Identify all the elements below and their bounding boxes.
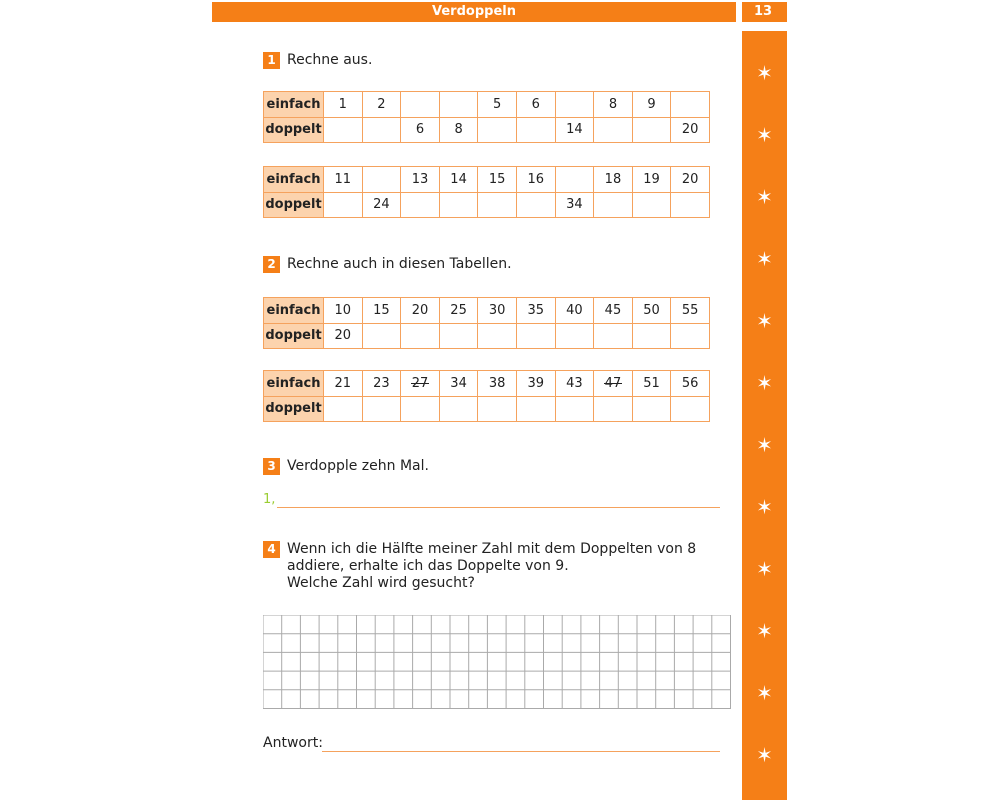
answer-cell[interactable] xyxy=(516,192,555,218)
task-4 xyxy=(263,541,696,592)
row-label: einfach xyxy=(264,298,324,324)
star-icon: ✶ xyxy=(756,433,773,457)
star-icon: ✶ xyxy=(756,185,773,209)
task-instruction: Rechne auch in diesen Tabellen. xyxy=(287,256,512,272)
answer-cell[interactable] xyxy=(362,167,401,193)
value-cell: 24 xyxy=(362,192,401,218)
table-row-doppelt xyxy=(264,396,710,422)
answer-cell[interactable] xyxy=(671,396,710,422)
doubling-table-1 xyxy=(263,91,710,143)
answer-cell[interactable] xyxy=(324,396,363,422)
doubling-table-2 xyxy=(263,166,710,218)
value-cell: 45 xyxy=(594,298,633,324)
answer-cell[interactable] xyxy=(401,323,440,349)
answer-cell[interactable] xyxy=(324,192,363,218)
star-icon: ✶ xyxy=(756,557,773,581)
answer-cell[interactable] xyxy=(478,192,517,218)
task-1 xyxy=(263,52,372,69)
task-instruction: Wenn ich die Hälfte meiner Zahl mit dem Doppelten von 8 addiere, erhalte ich das Doppelte von 9. Welche Zahl wird gesucht? xyxy=(287,541,697,591)
value-cell: 34 xyxy=(555,192,594,218)
table-row-einfach xyxy=(264,167,710,193)
struck-digit-value: 27 xyxy=(411,375,429,391)
value-cell: 25 xyxy=(439,298,478,324)
value-cell: 19 xyxy=(632,167,671,193)
value-cell: 35 xyxy=(516,298,555,324)
answer-cell[interactable] xyxy=(594,192,633,218)
task-number-badge: 2 xyxy=(263,256,280,273)
answer-cell[interactable] xyxy=(555,323,594,349)
value-cell: 20 xyxy=(324,323,363,349)
struck-digit-value: 47 xyxy=(604,375,622,391)
value-cell: 40 xyxy=(555,298,594,324)
value-cell: 51 xyxy=(632,371,671,397)
answer-cell[interactable] xyxy=(324,117,363,143)
answer-cell[interactable] xyxy=(516,117,555,143)
value-cell: 9 xyxy=(632,92,671,118)
value-cell: 18 xyxy=(594,167,633,193)
answer-cell[interactable] xyxy=(401,92,440,118)
answer-cell[interactable] xyxy=(362,117,401,143)
value-cell: 16 xyxy=(516,167,555,193)
value-cell: 6 xyxy=(516,92,555,118)
answer-cell[interactable] xyxy=(439,323,478,349)
star-icon: ✶ xyxy=(756,743,773,767)
value-cell: 14 xyxy=(439,167,478,193)
value-cell: 20 xyxy=(671,117,710,143)
table-row-einfach xyxy=(264,298,710,324)
answer-cell[interactable] xyxy=(555,92,594,118)
value-cell: 8 xyxy=(439,117,478,143)
row-label: einfach xyxy=(264,371,324,397)
value-cell: 23 xyxy=(362,371,401,397)
star-icon: ✶ xyxy=(756,61,773,85)
answer-cell[interactable] xyxy=(594,396,633,422)
value-cell: 5 xyxy=(478,92,517,118)
star-icon: ✶ xyxy=(756,247,773,271)
star-icon: ✶ xyxy=(756,123,773,147)
page-title-bar xyxy=(212,2,736,22)
value-cell xyxy=(594,371,633,397)
value-cell: 13 xyxy=(401,167,440,193)
answer-cell[interactable] xyxy=(632,323,671,349)
table-row-doppelt xyxy=(264,117,710,143)
answer-cell[interactable] xyxy=(555,167,594,193)
answer-line-start: 1, xyxy=(263,492,276,507)
answer-cell[interactable] xyxy=(594,117,633,143)
star-icon: ✶ xyxy=(756,371,773,395)
star-icon: ✶ xyxy=(756,619,773,643)
row-label: doppelt xyxy=(264,117,324,143)
task-instruction: Verdopple zehn Mal. xyxy=(287,458,429,474)
row-label: doppelt xyxy=(264,192,324,218)
value-cell: 50 xyxy=(632,298,671,324)
answer-cell[interactable] xyxy=(362,323,401,349)
task-number-badge: 4 xyxy=(263,541,280,558)
page-title: Verdoppeln xyxy=(432,4,516,19)
value-cell: 14 xyxy=(555,117,594,143)
task-number-badge: 1 xyxy=(263,52,280,69)
value-cell: 8 xyxy=(594,92,633,118)
answer-cell[interactable] xyxy=(478,396,517,422)
answer-cell[interactable] xyxy=(478,323,517,349)
task-number-badge: 3 xyxy=(263,458,280,475)
value-cell: 21 xyxy=(324,371,363,397)
table-row-doppelt xyxy=(264,192,710,218)
value-cell: 6 xyxy=(401,117,440,143)
answer-cell[interactable] xyxy=(401,396,440,422)
answer-cell[interactable] xyxy=(478,117,517,143)
row-label: doppelt xyxy=(264,323,324,349)
value-cell: 10 xyxy=(324,298,363,324)
answer-cell[interactable] xyxy=(516,323,555,349)
answer-cell[interactable] xyxy=(555,396,594,422)
table-row-einfach xyxy=(264,92,710,118)
table-row-doppelt xyxy=(264,323,710,349)
answer-writing-line[interactable] xyxy=(322,751,720,752)
value-cell xyxy=(401,371,440,397)
answer-cell[interactable] xyxy=(516,396,555,422)
value-cell: 1 xyxy=(324,92,363,118)
value-cell: 34 xyxy=(439,371,478,397)
row-label: einfach xyxy=(264,92,324,118)
task-3 xyxy=(263,458,429,475)
value-cell: 2 xyxy=(362,92,401,118)
answer-label: Antwort: xyxy=(263,735,323,751)
calculation-grid[interactable] xyxy=(263,615,731,709)
answer-cell[interactable] xyxy=(439,192,478,218)
answer-cell[interactable] xyxy=(594,323,633,349)
star-icon: ✶ xyxy=(756,495,773,519)
answer-cell[interactable] xyxy=(439,92,478,118)
value-cell: 11 xyxy=(324,167,363,193)
side-decoration-strip xyxy=(742,31,787,800)
task-instruction: Rechne aus. xyxy=(287,52,373,68)
page-number: 13 xyxy=(742,2,787,22)
answer-cell[interactable] xyxy=(671,192,710,218)
doubling-table-4 xyxy=(263,370,710,422)
answer-cell[interactable] xyxy=(632,117,671,143)
row-label: einfach xyxy=(264,167,324,193)
table-row-einfach xyxy=(264,371,710,397)
answer-cell[interactable] xyxy=(671,92,710,118)
value-cell: 30 xyxy=(478,298,517,324)
value-cell: 15 xyxy=(478,167,517,193)
value-cell: 39 xyxy=(516,371,555,397)
answer-cell[interactable] xyxy=(401,192,440,218)
answer-cell[interactable] xyxy=(439,396,478,422)
value-cell: 38 xyxy=(478,371,517,397)
answer-writing-line[interactable] xyxy=(277,507,720,508)
star-icon: ✶ xyxy=(756,309,773,333)
value-cell: 55 xyxy=(671,298,710,324)
value-cell: 20 xyxy=(401,298,440,324)
answer-cell[interactable] xyxy=(671,323,710,349)
answer-cell[interactable] xyxy=(362,396,401,422)
doubling-table-3 xyxy=(263,297,710,349)
value-cell: 15 xyxy=(362,298,401,324)
answer-cell[interactable] xyxy=(632,192,671,218)
value-cell: 43 xyxy=(555,371,594,397)
value-cell: 20 xyxy=(671,167,710,193)
task-2 xyxy=(263,256,512,273)
star-icon: ✶ xyxy=(756,681,773,705)
row-label: doppelt xyxy=(264,396,324,422)
value-cell: 56 xyxy=(671,371,710,397)
answer-cell[interactable] xyxy=(632,396,671,422)
